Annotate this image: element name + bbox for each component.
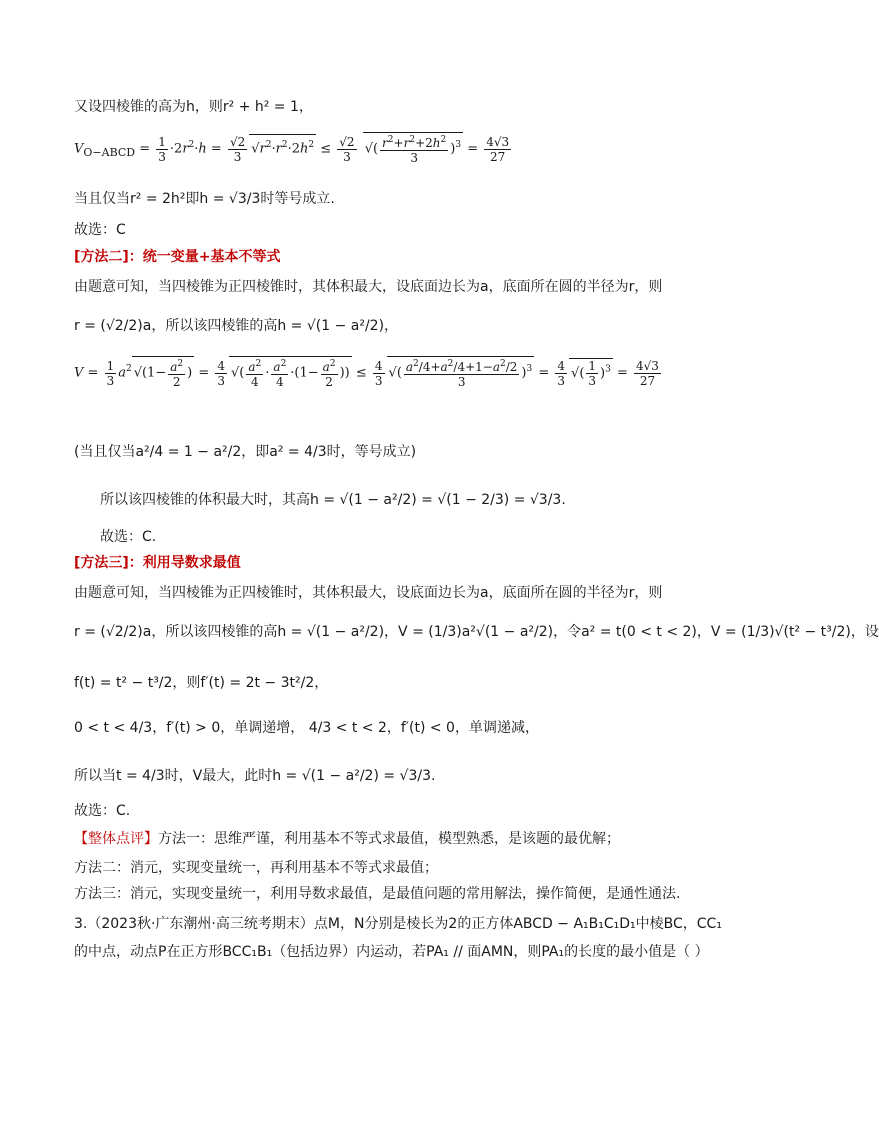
method-two-heading: [方法二]：统一变量+基本不等式 <box>74 249 281 265</box>
method-three-intro: 由题意可知，当四棱锥为正四棱锥时，其体积最大，设底面边长为a，底面所在圆的半径为r，则 <box>74 585 663 601</box>
question-three-line-1: 3.（2023秋·广东潮州·高三统考期末）点M，N分别是棱长为2的正方体ABCD − A₁B₁C₁D₁中棱BC，CC₁ <box>74 916 722 932</box>
text-line-height-assumption: 又设四棱锥的高为h，则r² + h² = 1， <box>74 99 313 115</box>
method-three-conclusion: 所以当t = 4/3时，V最大，此时h = √(1 − a²/2) = √3/3. <box>74 768 436 784</box>
question-three-line-2: 的中点，动点P在正方形BCC₁B₁（包括边界）内运动，若PA₁ // 面AMN，则PA₁的长度的最小值是（ ） <box>74 944 709 960</box>
overall-review-line-3: 方法三：消元，实现变量统一，利用导数求最值，是最值问题的常用解法，操作简便，是通性通法. <box>74 886 681 902</box>
method-two-intro: 由题意可知，当四棱锥为正四棱锥时，其体积最大，设底面边长为a，底面所在圆的半径为r，则 <box>74 279 663 295</box>
review-label: 【整体点评】 <box>74 831 158 847</box>
equality-condition-line: 当且仅当r² = 2h²即h = √3/3时等号成立. <box>74 191 335 207</box>
volume-inequality-formula: $V_{O-ABCD}$ = $\frac{1}{3}$ $\cdot 2r^2\cdot h$ = $\frac{√2}{3}$ $√r^2\cdot r^2\cdot 2h^2$ ≤ $\frac{√2}{3}$ √( $\frac{r^2+r^2+2h^2}{3}$ )$^3$ = $\frac{4√3}{27}$ <box>74 132 513 172</box>
answer-line-1: 故选：C <box>74 222 126 238</box>
method-two-height-expression: r = (√2/2)a，所以该四棱锥的高h = √(1 − a²/2)， <box>74 318 399 334</box>
answer-line-3: 故选：C. <box>74 803 131 819</box>
volume-subscript: O−ABCD <box>83 146 136 160</box>
method-two-equality-condition: (当且仅当a²/4 = 1 − a²/2，即a² = 4/3时，等号成立) <box>74 444 417 460</box>
answer-line-2: 故选：C. <box>100 529 157 545</box>
method-three-derivative: f(t) = t² − t³/2，则f′(t) = 2t − 3t²/2， <box>74 675 329 691</box>
overall-review-line-2: 方法二：消元，实现变量统一，再利用基本不等式求最值； <box>74 860 438 876</box>
overall-review-line-1 <box>74 829 620 849</box>
method-three-monotonicity: 0 < t < 4/3，f′(t) > 0，单调递增， 4/3 < t < 2，f′(t) < 0，单调递减， <box>74 720 539 736</box>
method-two-max-height: 所以该四棱锥的体积最大时，其高h = √(1 − a²/2) = √(1 − 2/3) = √3/3. <box>100 492 566 508</box>
method-three-substitution: r = (√2/2)a，所以该四棱锥的高h = √(1 − a²/2)，V = (1/3)a²√(1 − a²/2)，令a² = t(0 < t < 2)，V = (1/3)√(t² − t³/2)，设 <box>74 624 879 640</box>
method-three-heading: [方法三]：利用导数求最值 <box>74 555 241 571</box>
method-two-volume-inequality: V = $\frac{1}{3}$ $a^2$ √(1− $\frac{a^2}{2}$ ) = $\frac{4}{3}$ √( $\frac{a^2}{4}$ · $\frac{a^2}{4}$ ·(1− $\frac{a^2}{2}$ )) ≤ $\frac{4}{3}$ √( $\frac{a^2/4+a^2/4+1-a^2/2}{3}$ )$^3$ = $\frac{4}{3}$ √( $\frac{1}{3}$ )$^3$ = $\frac{4√3}{27}$ <box>74 356 663 406</box>
review-method-one: 方法一：思维严谨，利用基本不等式求最值，模型熟悉，是该题的最优解； <box>158 831 620 847</box>
